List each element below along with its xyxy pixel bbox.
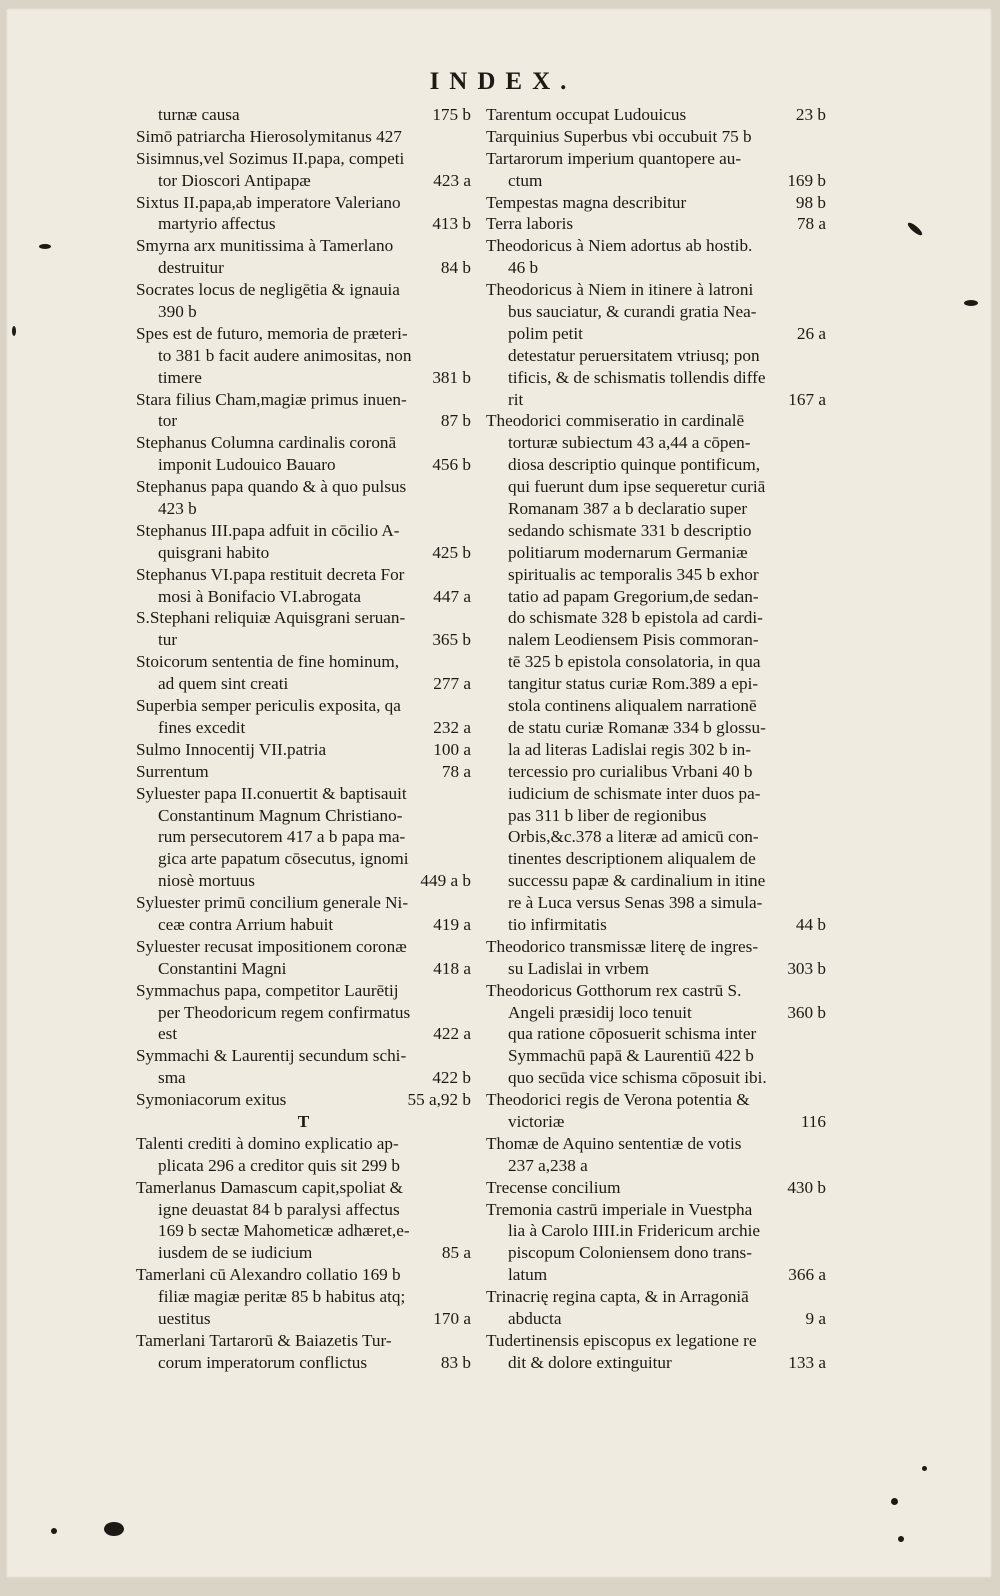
page-title: INDEX. bbox=[429, 68, 577, 95]
index-entry-line bbox=[136, 257, 471, 279]
page-reference: 23 b bbox=[795, 105, 826, 124]
page-reference: 430 b bbox=[787, 1177, 826, 1197]
index-entry-line bbox=[486, 673, 826, 695]
entry-text: Theodoricus à Niem adortus ab hostib. bbox=[486, 236, 753, 256]
entry-text: imponit Ludouico Bauaro bbox=[158, 455, 336, 475]
index-entry-line bbox=[136, 1045, 471, 1067]
entry-text: Stephanus VI.papa restituit decreta For bbox=[136, 564, 405, 584]
index-entry-line bbox=[486, 1089, 826, 1111]
entry-text: to 381 b facit audere animositas, non bbox=[158, 345, 412, 365]
index-entry-line bbox=[486, 498, 826, 520]
page-reference: 78 a bbox=[796, 214, 826, 234]
entry-text: turnæ causa bbox=[158, 105, 240, 124]
entry-text: tangitur status curiæ Rom.389 a epi- bbox=[508, 674, 759, 694]
page-reference: 84 b bbox=[440, 258, 471, 278]
index-entry-line bbox=[486, 476, 826, 498]
index-entry-line bbox=[486, 126, 826, 148]
entry-text: victoriæ bbox=[508, 1111, 565, 1131]
entry-text: tor Dioscori Antipapæ bbox=[158, 170, 311, 190]
page-reference: 381 b bbox=[432, 367, 471, 387]
index-entry-line bbox=[136, 564, 471, 586]
entry-text: successu papæ & cardinalium in itine bbox=[508, 871, 766, 891]
entry-text: Symoniacorum exitus bbox=[136, 1090, 287, 1110]
page-reference: 175 b bbox=[432, 105, 471, 124]
ink-speck bbox=[39, 244, 51, 249]
entry-text: lia à Carolo IIII.in Fridericum archie bbox=[508, 1221, 760, 1241]
page-reference: 83 b bbox=[440, 1352, 471, 1372]
entry-text: iusdem de se iudicium bbox=[158, 1243, 313, 1263]
entry-text: Trecense concilium bbox=[486, 1177, 621, 1197]
page-reference: 366 a bbox=[788, 1265, 826, 1285]
index-entry-line bbox=[486, 805, 826, 827]
entry-text: 423 b bbox=[158, 499, 197, 519]
index-entry-line bbox=[486, 1352, 826, 1374]
page-reference: 447 a bbox=[433, 586, 471, 606]
entry-text: piscopum Coloniensem dono trans- bbox=[508, 1243, 752, 1263]
index-entry-line bbox=[486, 651, 826, 673]
entry-text: spiritualis ac temporalis 345 b exhor bbox=[508, 564, 759, 584]
index-entry-line bbox=[486, 542, 826, 564]
entry-text: niosè mortuus bbox=[158, 871, 255, 891]
index-entry-line bbox=[486, 739, 826, 761]
entry-text: Tremonia castrū imperiale in Vuestpha bbox=[486, 1199, 753, 1219]
entry-text: igne deuastat 84 b paralysi affectus bbox=[158, 1199, 400, 1219]
entry-text: T bbox=[297, 1111, 310, 1131]
entry-text: Theodoricus Gotthorum rex castrū S. bbox=[486, 980, 742, 1000]
entry-text: de statu curiæ Romanæ 334 b glossu- bbox=[508, 717, 766, 737]
entry-text: bus sauciatur, & curandi gratia Nea- bbox=[508, 302, 757, 322]
ink-speck bbox=[51, 1528, 57, 1534]
ink-speck bbox=[906, 221, 924, 237]
index-entry-line bbox=[136, 717, 471, 739]
page-reference: 419 a bbox=[433, 914, 471, 934]
index-entry-line bbox=[486, 1264, 826, 1286]
entry-text: Syluester primū concilium generale Ni- bbox=[136, 893, 409, 913]
entry-text: Stephanus III.papa adfuit in cōcilio A- bbox=[136, 520, 400, 540]
entry-text: tinentes descriptionem aliqualem de bbox=[508, 849, 756, 869]
index-entry-line bbox=[136, 520, 471, 542]
entry-text: stola continens aliqualem narrationē bbox=[508, 696, 757, 716]
entry-text: Theodoricus à Niem in itinere à latroni bbox=[486, 280, 754, 300]
entry-text: pas 311 b liber de regionibus bbox=[508, 805, 707, 825]
entry-text: 169 b sectæ Mahometicæ adhæret,e- bbox=[158, 1221, 410, 1241]
entry-text: Socrates locus de negligētia & ignauia bbox=[136, 280, 400, 300]
index-entry-line bbox=[136, 454, 471, 476]
page-reference: 87 b bbox=[440, 411, 471, 431]
index-entry-line bbox=[136, 1352, 471, 1374]
ink-speck bbox=[898, 1536, 904, 1542]
entry-text: Romanam 387 a b declaratio super bbox=[508, 499, 748, 519]
page-reference: 78 a bbox=[441, 761, 471, 781]
index-entry-line bbox=[486, 192, 826, 214]
entry-text: politiarum modernarum Germaniæ bbox=[508, 542, 748, 562]
entry-text: do schismate 328 b epistola ad cardi- bbox=[508, 608, 763, 628]
entry-text: Smyrna arx munitissima à Tamerlano bbox=[136, 236, 394, 256]
index-entry-line bbox=[486, 1177, 826, 1199]
index-entry-line bbox=[486, 914, 826, 936]
index-entry-line bbox=[486, 389, 826, 411]
entry-text: uestitus bbox=[158, 1308, 211, 1328]
index-entry-line bbox=[486, 936, 826, 958]
index-entry-line bbox=[486, 1286, 826, 1308]
ink-speck bbox=[891, 1498, 898, 1505]
index-entry-line bbox=[136, 1067, 471, 1089]
index-entry-line bbox=[136, 980, 471, 1002]
index-entry-line bbox=[486, 1155, 826, 1177]
index-entry-line bbox=[486, 213, 826, 235]
page-reference: 26 a bbox=[796, 323, 826, 343]
entry-text: quo secūda vice schisma cōposuit ibi. bbox=[508, 1068, 767, 1088]
index-entry-line bbox=[136, 870, 471, 892]
entry-text: timere bbox=[158, 367, 202, 387]
index-entry-line bbox=[136, 126, 471, 148]
index-entry-line bbox=[486, 1133, 826, 1155]
page-reference: 418 a bbox=[433, 958, 471, 978]
right-index-column bbox=[486, 104, 826, 1374]
index-entry-line bbox=[486, 279, 826, 301]
entry-text: Tamerlani Tartarorū & Baiazetis Tur- bbox=[136, 1330, 392, 1350]
page-reference: 44 b bbox=[795, 914, 826, 934]
index-entry-line bbox=[486, 892, 826, 914]
page-reference: 98 b bbox=[795, 192, 826, 212]
page-reference: 170 a bbox=[433, 1308, 471, 1328]
entry-text: abducta bbox=[508, 1308, 562, 1328]
index-entry-line bbox=[486, 980, 826, 1002]
index-entry-line bbox=[136, 1199, 471, 1221]
entry-text: su Ladislai in vrbem bbox=[508, 958, 649, 978]
entry-text: ceæ contra Arrium habuit bbox=[158, 914, 334, 934]
entry-text: iudicium de schismate inter duos pa- bbox=[508, 783, 761, 803]
index-entry-line bbox=[486, 761, 826, 783]
entry-text: Simō patriarcha Hierosolymitanus 427 bbox=[136, 126, 402, 146]
entry-text: latum bbox=[508, 1265, 548, 1285]
index-entry-line bbox=[136, 104, 471, 126]
entry-text: detestatur peruersitatem vtriusq; pon bbox=[508, 345, 760, 365]
index-entry-line bbox=[136, 1155, 471, 1177]
entry-text: sma bbox=[158, 1068, 186, 1088]
entry-text: dit & dolore extinguitur bbox=[508, 1352, 672, 1372]
index-entry-line bbox=[136, 213, 471, 235]
entry-text: Terra laboris bbox=[486, 214, 574, 234]
entry-text: corum imperatorum conflictus bbox=[158, 1352, 368, 1372]
index-entry-line bbox=[136, 1330, 471, 1352]
index-entry-line bbox=[136, 1220, 471, 1242]
index-entry-line bbox=[136, 476, 471, 498]
index-entry-line bbox=[136, 323, 471, 345]
page-reference: 85 a bbox=[441, 1243, 471, 1263]
entry-text: tor bbox=[158, 411, 178, 431]
entry-text: tio infirmitatis bbox=[508, 914, 607, 934]
index-entry-line bbox=[486, 1111, 826, 1133]
entry-text: Theodorici commiseratio in cardinalē bbox=[486, 411, 745, 431]
index-entry-line bbox=[486, 1002, 826, 1024]
left-index-column bbox=[136, 104, 471, 1374]
index-entry-line bbox=[136, 279, 471, 301]
index-entry-line bbox=[136, 826, 471, 848]
entry-text: diosa descriptio quinque pontificum, bbox=[508, 455, 761, 475]
page-reference: 422 a bbox=[433, 1024, 471, 1044]
index-entry-line bbox=[486, 257, 826, 279]
entry-text: la ad literas Ladislai regis 302 b in- bbox=[508, 739, 751, 759]
index-entry-line bbox=[486, 454, 826, 476]
index-entry-line bbox=[136, 739, 471, 761]
entry-text: rum persecutorem 417 a b papa ma- bbox=[158, 827, 406, 847]
entry-text: Spes est de futuro, memoria de præteri- bbox=[136, 323, 408, 343]
index-entry-line bbox=[136, 629, 471, 651]
page-reference: 422 b bbox=[432, 1068, 471, 1088]
index-entry-line bbox=[136, 761, 471, 783]
index-entry-line bbox=[136, 1177, 471, 1199]
entry-text: tatio ad papam Gregorium,de sedan- bbox=[508, 586, 759, 606]
index-entry-line bbox=[136, 805, 471, 827]
entry-text: Syluester papa II.conuertit & baptisauit bbox=[136, 783, 407, 803]
index-entry-line bbox=[486, 695, 826, 717]
ink-speck bbox=[922, 1466, 927, 1471]
index-entry-line bbox=[136, 892, 471, 914]
index-entry-line bbox=[136, 651, 471, 673]
entry-text: Tudertinensis episcopus ex legatione re bbox=[486, 1330, 757, 1350]
entry-text: Symmachi & Laurentij secundum schi- bbox=[136, 1046, 407, 1066]
index-entry-line bbox=[136, 1242, 471, 1264]
index-entry-line bbox=[136, 432, 471, 454]
entry-text: 237 a,238 a bbox=[508, 1155, 588, 1175]
page-reference: 116 bbox=[800, 1111, 826, 1131]
entry-text: Stephanus Columna cardinalis coronā bbox=[136, 433, 397, 453]
entry-text: tē 325 b epistola consolatoria, in qua bbox=[508, 652, 761, 672]
entry-text: Tarentum occupat Ludouicus bbox=[486, 105, 687, 124]
index-entry-line bbox=[136, 1264, 471, 1286]
index-entry-line bbox=[486, 235, 826, 257]
index-entry-line bbox=[486, 170, 826, 192]
entry-text: Talenti crediti à domino explicatio ap- bbox=[136, 1133, 399, 1153]
page-reference: 303 b bbox=[787, 958, 826, 978]
index-entry-line bbox=[136, 1002, 471, 1024]
entry-text: quisgrani habito bbox=[158, 542, 270, 562]
entry-text: fines excedit bbox=[158, 717, 246, 737]
ink-speck bbox=[964, 300, 978, 306]
entry-text: Tempestas magna describitur bbox=[486, 192, 687, 212]
entry-text: tificis, & de schismatis tollendis diffe bbox=[508, 367, 766, 387]
index-entry-line bbox=[486, 783, 826, 805]
index-entry-line bbox=[486, 301, 826, 323]
index-entry-line bbox=[136, 695, 471, 717]
index-entry-line bbox=[486, 1308, 826, 1330]
index-entry-line bbox=[486, 848, 826, 870]
page-reference: 277 a bbox=[433, 674, 471, 694]
entry-text: re à Luca versus Senas 398 a simula- bbox=[508, 893, 763, 913]
index-entry-line bbox=[136, 498, 471, 520]
entry-text: ad quem sint creati bbox=[158, 674, 289, 694]
document-page bbox=[6, 8, 992, 1578]
index-entry-line bbox=[136, 235, 471, 257]
entry-text: Angeli præsidij loco tenuit bbox=[508, 1002, 692, 1022]
ink-speck bbox=[12, 326, 16, 336]
index-entry-line bbox=[136, 1286, 471, 1308]
page-reference: 169 b bbox=[787, 170, 826, 190]
index-entry-line bbox=[136, 607, 471, 629]
index-entry-line bbox=[136, 345, 471, 367]
page-reference: 9 a bbox=[805, 1308, 826, 1328]
index-entry-line bbox=[486, 1330, 826, 1352]
index-entry-line bbox=[136, 410, 471, 432]
entry-text: sedando schismate 331 b descriptio bbox=[508, 520, 752, 540]
entry-text: Surrentum bbox=[136, 761, 209, 781]
index-entry-line bbox=[136, 958, 471, 980]
entry-text: Superbia semper periculis exposita, qa bbox=[136, 696, 401, 716]
index-entry-line bbox=[136, 389, 471, 411]
entry-text: Tamerlani cū Alexandro collatio 169 b bbox=[136, 1265, 401, 1285]
index-entry-line bbox=[136, 783, 471, 805]
index-entry-line bbox=[486, 607, 826, 629]
entry-text: qui fuerunt dum ipse sequeretur curiā bbox=[508, 477, 766, 497]
page-reference: 456 b bbox=[432, 455, 471, 475]
index-entry-line bbox=[136, 542, 471, 564]
index-entry-line bbox=[486, 520, 826, 542]
entry-text: filiæ magiæ peritæ 85 b habitus atq; bbox=[158, 1287, 406, 1307]
entry-text: mosi à Bonifacio VI.abrogata bbox=[158, 586, 362, 606]
entry-text: nalem Leodiensem Pisis commoran- bbox=[508, 630, 759, 650]
index-entry-line bbox=[486, 870, 826, 892]
index-entry-line bbox=[136, 148, 471, 170]
entry-text: Constantini Magni bbox=[158, 958, 287, 978]
entry-text: Stoicorum sententia de fine hominum, bbox=[136, 652, 400, 672]
page-reference: 55 a,92 b bbox=[407, 1090, 471, 1110]
index-entry-line bbox=[486, 564, 826, 586]
page-reference: 167 a bbox=[788, 389, 826, 409]
entry-text: Syluester recusat impositionem coronæ bbox=[136, 936, 407, 956]
entry-text: Stephanus papa quando & à quo pulsus bbox=[136, 477, 407, 497]
entry-text: S.Stephani reliquiæ Aquisgrani seruan- bbox=[136, 608, 406, 628]
index-entry-line bbox=[486, 717, 826, 739]
entry-text: ctum bbox=[508, 170, 543, 190]
index-entry-line bbox=[136, 1133, 471, 1155]
page-reference: 449 a b bbox=[420, 871, 471, 891]
index-entry-line bbox=[486, 1045, 826, 1067]
index-entry-line bbox=[486, 323, 826, 345]
entry-text: tur bbox=[158, 630, 178, 650]
index-entry-line bbox=[486, 826, 826, 848]
index-entry-line bbox=[136, 1308, 471, 1330]
entry-text: Tamerlanus Damascum capit,spoliat & bbox=[136, 1177, 404, 1197]
section-letter bbox=[136, 1111, 471, 1133]
entry-text: Orbis,&c.378 a literæ ad amicū con- bbox=[508, 827, 759, 847]
entry-text: Symmachū papā & Laurentiū 422 b bbox=[508, 1046, 754, 1066]
index-entry-line bbox=[136, 673, 471, 695]
index-entry-line bbox=[486, 345, 826, 367]
entry-text: Sixtus II.papa,ab imperatore Valeriano bbox=[136, 192, 401, 212]
entry-text: destruitur bbox=[158, 258, 224, 278]
index-entry-line bbox=[486, 586, 826, 608]
index-entry-line bbox=[486, 1067, 826, 1089]
entry-text: est bbox=[158, 1024, 178, 1044]
page-reference: 423 a bbox=[433, 170, 471, 190]
entry-text: Theodorici regis de Verona potentia & bbox=[486, 1090, 750, 1110]
entry-text: polim petit bbox=[508, 323, 583, 343]
index-entry-line bbox=[486, 958, 826, 980]
index-entry-line bbox=[486, 104, 826, 126]
index-entry-line bbox=[136, 1023, 471, 1045]
entry-text: Tarquinius Superbus vbi occubuit 75 b bbox=[486, 126, 752, 146]
page-reference: 413 b bbox=[432, 214, 471, 234]
entry-text: Tartarorum imperium quantopere au- bbox=[486, 148, 742, 168]
entry-text: Symmachus papa, competitor Laurētij bbox=[136, 980, 399, 1000]
index-entry-line bbox=[136, 936, 471, 958]
page-reference: 365 b bbox=[432, 630, 471, 650]
index-entry-line bbox=[486, 148, 826, 170]
entry-text: per Theodoricum regem confirmatus bbox=[158, 1002, 411, 1022]
entry-text: 46 b bbox=[508, 258, 539, 278]
entry-text: Thomæ de Aquino sententiæ de votis bbox=[486, 1133, 742, 1153]
index-entry-line bbox=[136, 192, 471, 214]
index-entry-line bbox=[486, 410, 826, 432]
entry-text: Sisimnus,vel Sozimus II.papa, competi bbox=[136, 148, 405, 168]
entry-text: 390 b bbox=[158, 302, 197, 322]
index-entry-line bbox=[486, 367, 826, 389]
index-entry-line bbox=[486, 432, 826, 454]
page-reference: 100 a bbox=[433, 739, 471, 759]
index-entry-line bbox=[486, 1242, 826, 1264]
entry-text: rit bbox=[508, 389, 524, 409]
entry-text: Stara filius Cham,magiæ primus inuen- bbox=[136, 389, 407, 409]
index-entry-line bbox=[136, 301, 471, 323]
index-entry-line bbox=[486, 629, 826, 651]
entry-text: Constantinum Magnum Christiano- bbox=[158, 805, 403, 825]
entry-text: Trinacrię regina capta, & in Arragoniā bbox=[486, 1287, 749, 1307]
index-entry-line bbox=[486, 1023, 826, 1045]
entry-text: tercessio pro curialibus Vrbani 40 b bbox=[508, 761, 753, 781]
entry-text: plicata 296 a creditor quis sit 299 b bbox=[158, 1155, 401, 1175]
index-entry-line bbox=[136, 848, 471, 870]
entry-text: gica arte papatum cōsecutus, ignomi bbox=[158, 849, 409, 869]
page-reference: 232 a bbox=[433, 717, 471, 737]
entry-text: qua ratione cōposuerit schisma inter bbox=[508, 1024, 757, 1044]
entry-text: Sulmo Innocentij VII.patria bbox=[136, 739, 327, 759]
page-reference: 360 b bbox=[787, 1002, 826, 1022]
index-entry-line bbox=[136, 170, 471, 192]
index-entry-line bbox=[136, 367, 471, 389]
entry-text: Theodorico transmissæ literę de ingres- bbox=[486, 936, 759, 956]
ink-speck bbox=[104, 1522, 124, 1536]
index-entry-line bbox=[136, 1089, 471, 1111]
index-entry-line bbox=[486, 1220, 826, 1242]
entry-text: torturæ subiectum 43 a,44 a cōpen- bbox=[508, 433, 751, 453]
index-entry-line bbox=[136, 914, 471, 936]
page-reference: 133 a bbox=[788, 1352, 826, 1372]
entry-text: martyrio affectus bbox=[158, 214, 276, 234]
index-entry-line bbox=[136, 586, 471, 608]
index-entry-line bbox=[486, 1199, 826, 1221]
page-reference: 425 b bbox=[432, 542, 471, 562]
